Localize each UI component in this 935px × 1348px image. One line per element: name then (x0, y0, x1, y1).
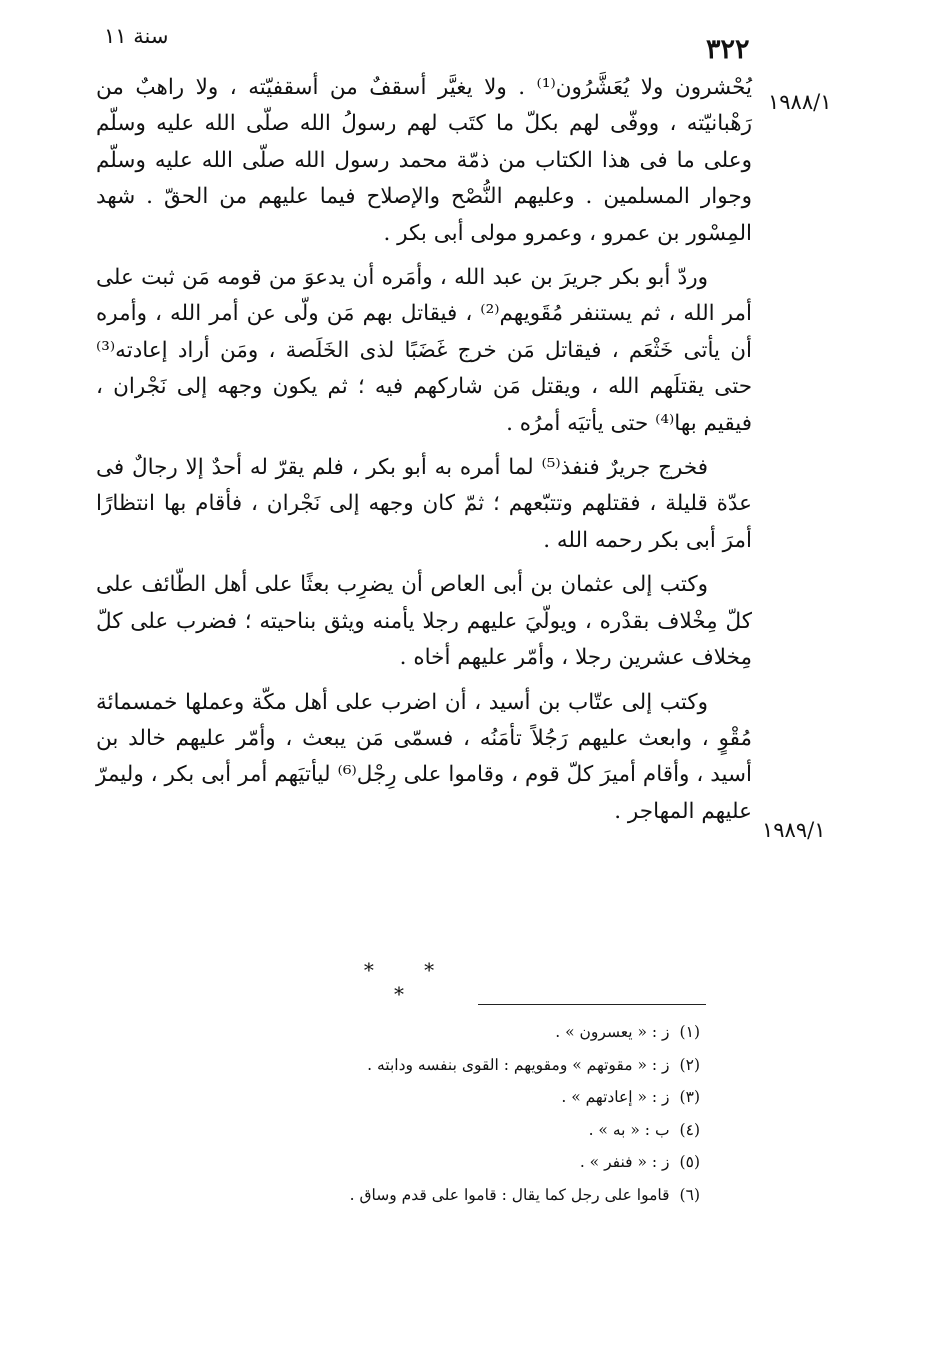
footnote-text: ز : « فنفر » . (579, 1153, 670, 1172)
footnote-number: (١) (679, 1023, 700, 1041)
footnote (260, 1081, 700, 1114)
page-number: ٣٢٢ (706, 34, 750, 65)
main-text (96, 70, 752, 838)
footnote (260, 1016, 700, 1049)
margin-reference: ١٩٨٩/١ (762, 818, 826, 842)
footnote-number: (٦) (679, 1185, 700, 1204)
footnote-text: ز : « مقوتهم » ومقويهم : القوى بنفسه ودابته . (367, 1055, 670, 1074)
paragraph: فخرج جريرٌ فنفذ⁽⁵⁾ لما أمره به أبو بكر ، فلم يقرّ له أحدٌ إلا رجالٌ فى عدّة قليلة ، فقتلهم وتتبّعهم ؛ ثمّ كان وجهه إلى نَجْران ، فأقام بها انتظارًا أمرَ أبى بكر رحمه الله . (96, 455, 752, 553)
paragraph: يُحْشرون ولا يُعَشَّرُون⁽¹⁾ . ولا يغيَّر أسقفٌ من أسقفيّته ، ولا راهبٌ من رَهْبانيّته ، ووفّى لهم بكلّ ما كتَب لهم رسولُ الله صلّى الله عليه وسلّم وعلى ما فى هذا الكتاب من ذمّة محمد رسول الله صلّى الله عليه وسلّم وجوار المسلمين . وعليهم النُّصْح والإصلاح فيما عليهم من الحقّ . شهد المِسْور بن عمرو ، وعمرو مولى أبى بكر . (96, 75, 752, 246)
paragraph: وكتب إلى عثمان بن أبى العاص أن يضرِب بعثًا على أهل الطّائف على كلّ مِخْلاف بقدْره ، ويولّيَ عليهم رجلا يأمنه ويثق بناحيته ؛ فضرب على كلّ مِخلاف عشرين رجلا ، وأمّر عليهم أخاه . (96, 572, 752, 671)
footnote-number: (٣) (679, 1088, 700, 1107)
footnote-number: (٤) (679, 1120, 700, 1139)
footnote (260, 1049, 700, 1082)
footnote-text: ب : « به » . (588, 1120, 670, 1139)
footnote-text: ز : « يعسرون » . (555, 1023, 670, 1041)
footnote (260, 1179, 700, 1212)
footnote-number: (٢) (679, 1055, 700, 1074)
running-header-year: سنة ١١ (104, 24, 169, 48)
footnote-text: ز : « إعادتهم » . (561, 1088, 670, 1107)
footnote (260, 1114, 700, 1147)
footnote-divider (478, 1004, 706, 1005)
margin-reference: ١٩٨٨/١ (768, 90, 832, 114)
footnote (260, 1146, 700, 1179)
footnote-text: قاموا على رجل كما يقال : قاموا على قدم وساق . (349, 1185, 670, 1204)
paragraph: وكتب إلى عتّاب بن أسيد ، أن اضرب على أهل مكّة وعملها خمسمائة مُقْوٍ ، وابعث عليهم رَجُلاً تأمَنُه ، فسمّى مَن يبعث ، وأمّر عليهم خالد بن أسيد ، وأقام أميرَ كلّ قوم ، وقاموا على رِجْل⁽⁶⁾ ليأتيَهم أمر أبى بكر ، وليمرّ عليهم المهاجر . (96, 689, 753, 824)
paragraph: وردّ أبو بكر جريرَ بن عبد الله ، وأمَره أن يدعوَ من قومه مَن ثبت على أمر الله ، ثم يستنفر مُقَويهم⁽²⁾ ، فيقاتل بهم مَن ولّى عن أمر الله ، وأمره أن يأتى خَثْعَم ، فيقاتل مَن خرج غَضَبًا لذى الخَلَصة ، ومَن أراد إعادته⁽³⁾ حتى يقتلَهم الله ، ويقتل مَن شاركهم فيه ؛ ثم يكون وجهه إلى نَجْران ، فيقيم بها⁽⁴⁾ حتى يأتيَه أمرُه . (96, 265, 752, 436)
footnotes (260, 1016, 700, 1212)
section-separator: * * * (363, 958, 457, 1006)
footnote-number: (٥) (679, 1153, 700, 1172)
